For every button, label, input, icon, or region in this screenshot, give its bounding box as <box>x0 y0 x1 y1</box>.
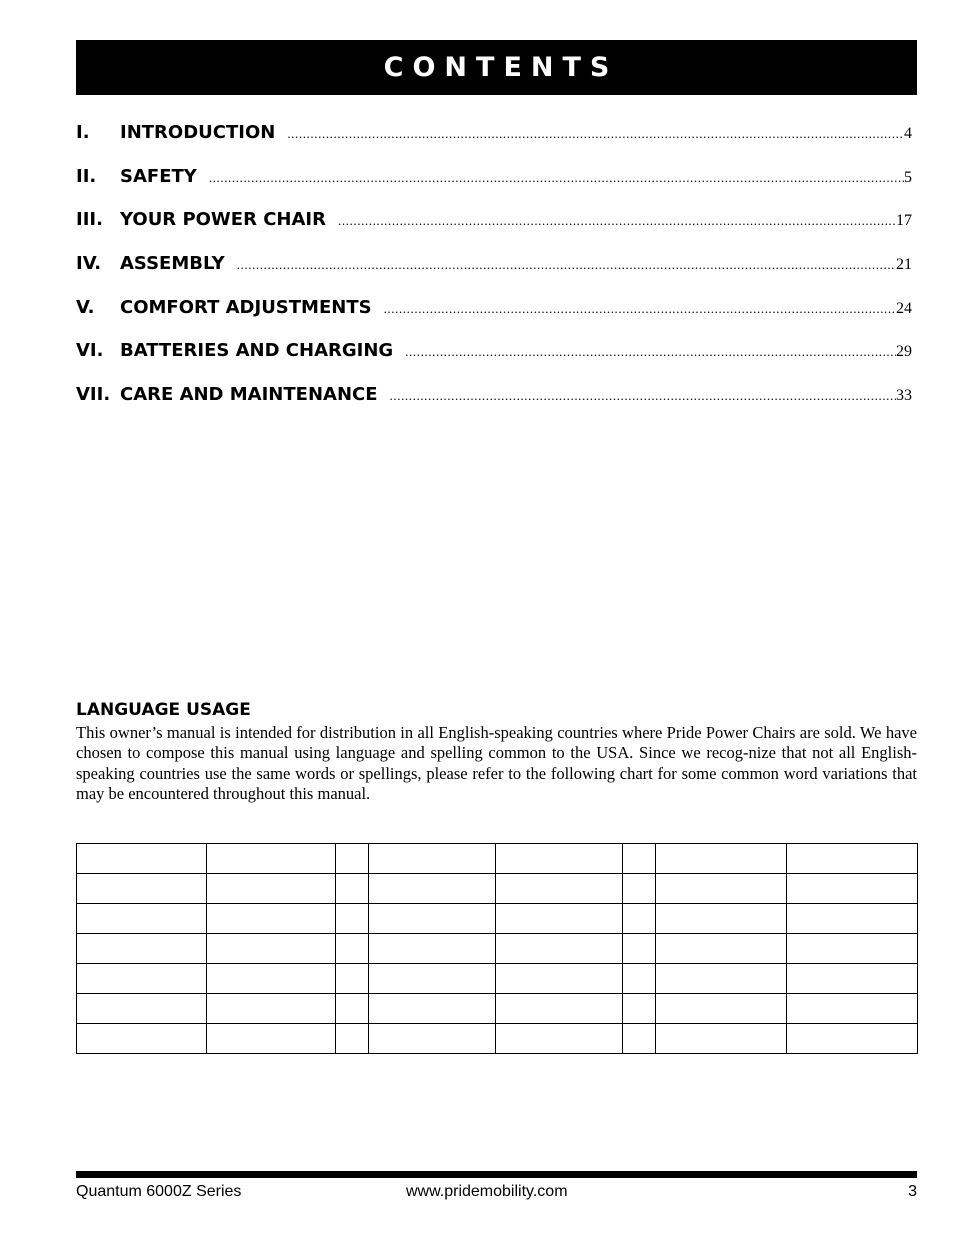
table-cell <box>787 844 918 874</box>
toc-entry-your-power-chair[interactable] <box>76 209 912 253</box>
table-cell <box>369 964 496 994</box>
table-cell <box>77 964 207 994</box>
table-row <box>77 844 918 874</box>
table-cell <box>336 874 369 904</box>
table-cell <box>496 934 623 964</box>
toc-leader-dots <box>287 126 904 142</box>
table-cell <box>623 934 656 964</box>
toc-page-number: 17 <box>896 212 912 230</box>
toc-leader-dots <box>338 213 896 229</box>
table-cell <box>336 1024 369 1054</box>
toc-title: COMFORT ADJUSTMENTS <box>120 296 372 318</box>
table-cell <box>207 1024 336 1054</box>
table-cell <box>207 994 336 1024</box>
table-cell <box>77 844 207 874</box>
table-cell <box>336 934 369 964</box>
table-cell <box>77 1024 207 1054</box>
language-usage-section <box>76 699 917 804</box>
table-cell <box>336 994 369 1024</box>
table-cell <box>496 844 623 874</box>
table-cell <box>77 934 207 964</box>
toc-page-number: 33 <box>896 387 912 405</box>
table-cell <box>787 874 918 904</box>
toc-title: ASSEMBLY <box>120 253 225 275</box>
table-cell <box>77 874 207 904</box>
table-cell <box>623 844 656 874</box>
toc-page-number: 29 <box>896 343 912 361</box>
toc-page-number: 5 <box>904 168 912 186</box>
table-cell <box>207 964 336 994</box>
table-cell <box>656 964 787 994</box>
page-title: CONTENTS <box>383 52 619 83</box>
page-footer <box>76 1183 917 1203</box>
table-cell <box>207 844 336 874</box>
table-cell <box>207 904 336 934</box>
toc-number: IV. <box>76 253 102 275</box>
table-row <box>77 994 918 1024</box>
table-cell <box>656 844 787 874</box>
toc-number: III. <box>76 209 103 231</box>
toc-number: II. <box>76 165 97 187</box>
toc-page-number: 21 <box>896 256 912 274</box>
footer-product-name: Quantum 6000Z Series <box>76 1183 242 1200</box>
table-cell <box>496 964 623 994</box>
toc-page-number: 24 <box>896 299 912 317</box>
table-cell <box>369 994 496 1024</box>
toc-entry-assembly[interactable] <box>76 253 912 297</box>
table-cell <box>623 904 656 934</box>
table-cell <box>623 964 656 994</box>
toc-leader-dots <box>390 388 896 404</box>
toc-title: CARE AND MAINTENANCE <box>120 384 378 406</box>
toc-number: V. <box>76 296 95 318</box>
footer-page-number: 3 <box>908 1183 917 1200</box>
table-cell <box>207 874 336 904</box>
table-cell <box>787 904 918 934</box>
table-cell <box>336 964 369 994</box>
toc-title: YOUR POWER CHAIR <box>120 209 326 231</box>
toc-title: INTRODUCTION <box>120 122 276 143</box>
table-row <box>77 934 918 964</box>
table-cell <box>656 904 787 934</box>
table-cell <box>787 964 918 994</box>
toc-entry-safety[interactable] <box>76 166 912 210</box>
table-cell <box>623 874 656 904</box>
table-cell <box>623 994 656 1024</box>
toc-leader-dots <box>405 344 896 360</box>
table-cell <box>369 904 496 934</box>
table-cell <box>787 1024 918 1054</box>
contents-banner <box>76 40 917 95</box>
table-cell <box>369 844 496 874</box>
word-variations-table <box>76 843 918 1054</box>
table-row <box>77 904 918 934</box>
toc-number: VII. <box>76 384 111 406</box>
table-row <box>77 874 918 904</box>
table-cell <box>77 994 207 1024</box>
table-cell <box>336 844 369 874</box>
table-cell <box>623 1024 656 1054</box>
footer-website-link[interactable]: www.pridemobility.com <box>406 1183 568 1200</box>
toc-leader-dots <box>384 301 896 317</box>
footer-divider <box>76 1171 917 1178</box>
toc-title: SAFETY <box>120 165 197 187</box>
table-cell <box>496 1024 623 1054</box>
table-cell <box>656 934 787 964</box>
table-cell <box>369 874 496 904</box>
table-cell <box>496 994 623 1024</box>
toc-leader-dots <box>237 257 896 273</box>
section-heading: LANGUAGE USAGE <box>76 700 251 720</box>
toc-entry-batteries-and-charging[interactable] <box>76 340 912 384</box>
table-cell <box>77 904 207 934</box>
toc-page-number: 4 <box>904 125 912 142</box>
table-row <box>77 964 918 994</box>
table-cell <box>656 874 787 904</box>
table-cell <box>656 1024 787 1054</box>
table-cell <box>369 934 496 964</box>
table-cell <box>369 1024 496 1054</box>
table-cell <box>787 994 918 1024</box>
toc-entry-comfort-adjustments[interactable] <box>76 297 912 341</box>
toc-entry-introduction[interactable] <box>76 122 912 166</box>
table-cell <box>496 904 623 934</box>
table-row <box>77 1024 918 1054</box>
toc-leader-dots <box>209 170 904 186</box>
table-cell <box>787 934 918 964</box>
toc-entry-care-and-maintenance[interactable] <box>76 384 912 428</box>
section-body: This owner’s manual is intended for distribution in all English-speaking countries where Pride Power Chairs are sold. We have chosen to compose this manual using language and spelling common to the USA. Since we recog-nize that not all English-speaking countries use the same words or spellings, please refer to the following chart for some common word variations that may be encountered throughout this manual. <box>76 723 917 803</box>
table-cell <box>656 994 787 1024</box>
toc-number: I. <box>76 122 90 143</box>
table-cell <box>496 874 623 904</box>
table-cell <box>336 904 369 934</box>
table-of-contents <box>76 122 912 428</box>
toc-title: BATTERIES AND CHARGING <box>120 340 394 362</box>
toc-number: VI. <box>76 340 104 362</box>
table-cell <box>207 934 336 964</box>
